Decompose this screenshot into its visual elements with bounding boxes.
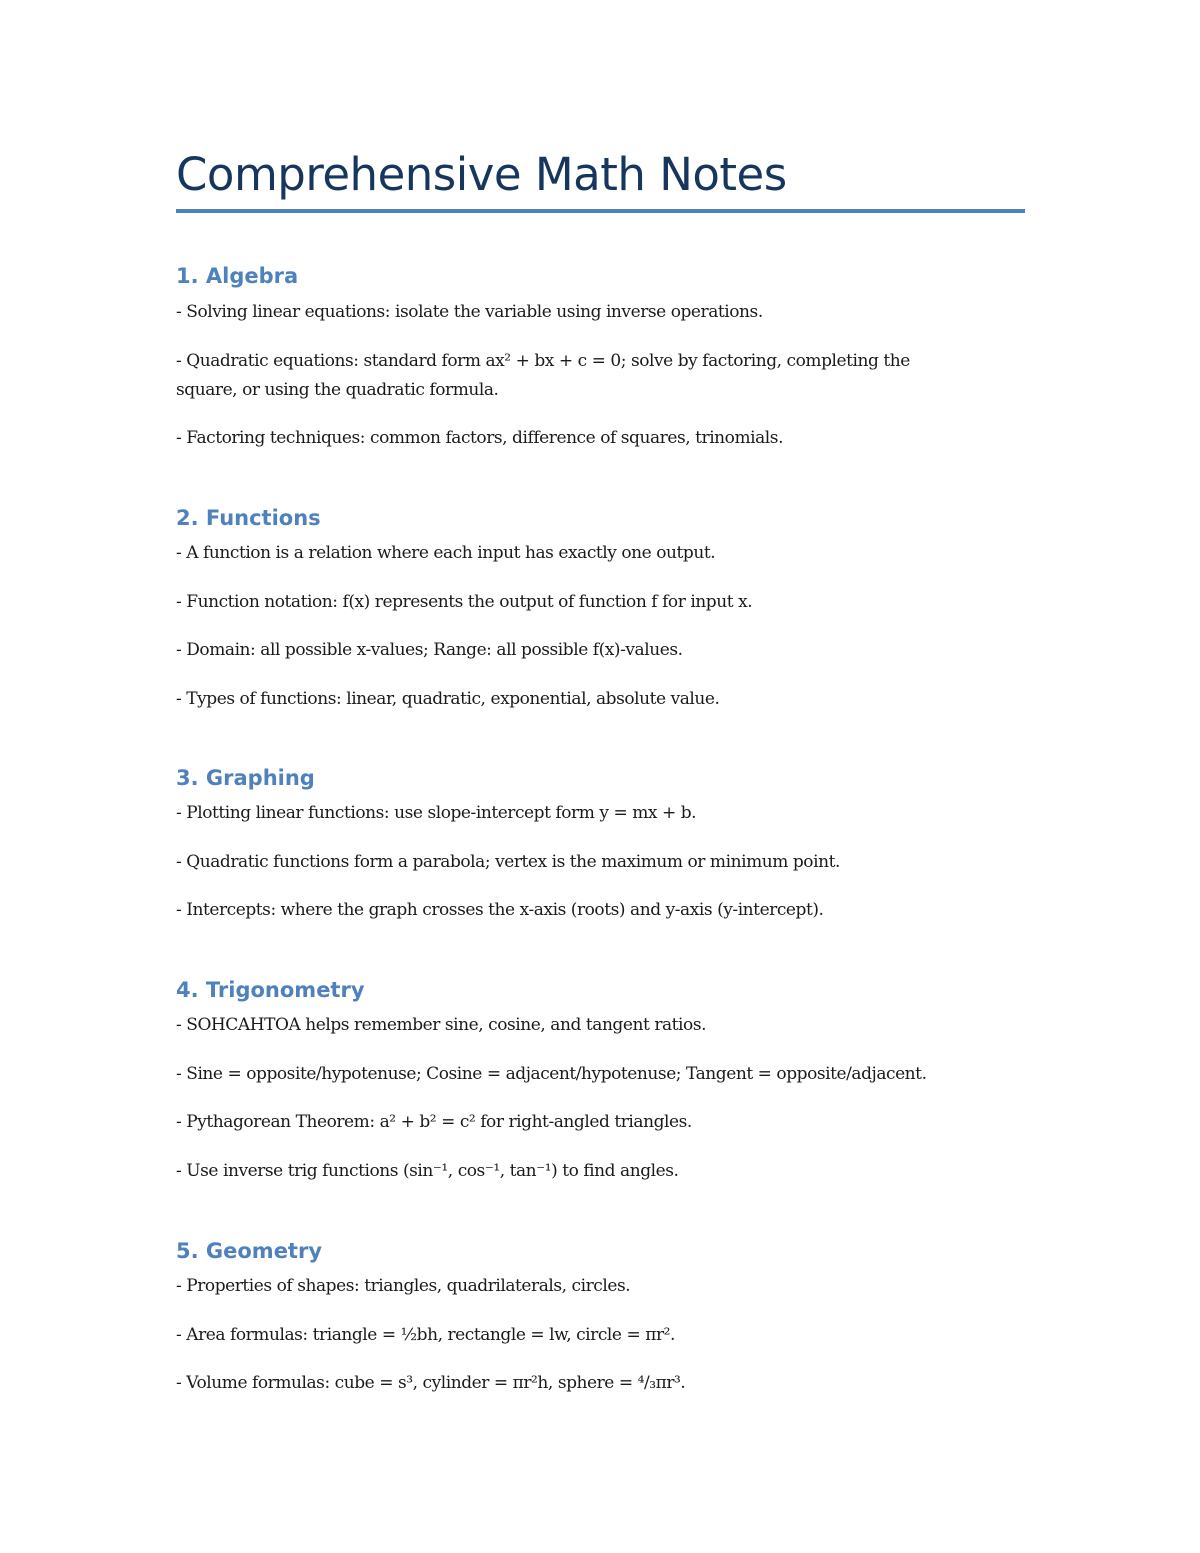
note-trig-sohcahtoa: - SOHCAHTOA helps remember sine, cosine, and tangent ratios.: [176, 1015, 707, 1035]
note-trig-pythagorean: - Pythagorean Theorem: a² + b² = c² for right-angled triangles.: [176, 1112, 692, 1132]
title-underline: [176, 209, 1025, 213]
note-functions-types: - Types of functions: linear, quadratic, exponential, absolute value.: [176, 689, 720, 709]
section-heading-functions: 2. Functions: [176, 506, 321, 530]
note-graphing-linear: - Plotting linear functions: use slope-intercept form y = mx + b.: [176, 803, 697, 823]
note-trig-ratios: - Sine = opposite/hypotenuse; Cosine = adjacent/hypotenuse; Tangent = opposite/adjacent.: [176, 1064, 927, 1084]
note-geometry-area: - Area formulas: triangle = ½bh, rectangle = lw, circle = πr².: [176, 1325, 675, 1345]
section-heading-geometry: 5. Geometry: [176, 1239, 323, 1263]
note-graphing-intercepts: - Intercepts: where the graph crosses the x-axis (roots) and y-axis (y-intercept).: [176, 900, 824, 920]
section-heading-algebra: 1. Algebra: [176, 264, 299, 288]
note-functions-domain-range: - Domain: all possible x-values; Range: all possible f(x)-values.: [176, 640, 683, 660]
section-heading-trigonometry: 4. Trigonometry: [176, 978, 365, 1002]
note-algebra-quadratic-equations: - Quadratic equations: standard form ax² + bx + c = 0; solve by factoring, completing the: [176, 351, 910, 371]
note-algebra-quadratic-equations-continued: square, or using the quadratic formula.: [176, 380, 499, 400]
section-heading-graphing: 3. Graphing: [176, 766, 315, 790]
note-geometry-shapes: - Properties of shapes: triangles, quadrilaterals, circles.: [176, 1276, 631, 1296]
note-functions-notation: - Function notation: f(x) represents the output of function f for input x.: [176, 592, 753, 612]
note-graphing-parabola: - Quadratic functions form a parabola; vertex is the maximum or minimum point.: [176, 852, 840, 872]
note-trig-inverse: - Use inverse trig functions (sin⁻¹, cos⁻¹, tan⁻¹) to find angles.: [176, 1161, 679, 1181]
note-algebra-linear-equations: - Solving linear equations: isolate the variable using inverse operations.: [176, 302, 763, 322]
note-geometry-volume: - Volume formulas: cube = s³, cylinder = πr²h, sphere = ⁴/₃πr³.: [176, 1373, 686, 1393]
note-algebra-factoring: - Factoring techniques: common factors, difference of squares, trinomials.: [176, 428, 784, 448]
document-title: Comprehensive Math Notes: [176, 148, 787, 201]
note-functions-definition: - A function is a relation where each input has exactly one output.: [176, 543, 716, 563]
